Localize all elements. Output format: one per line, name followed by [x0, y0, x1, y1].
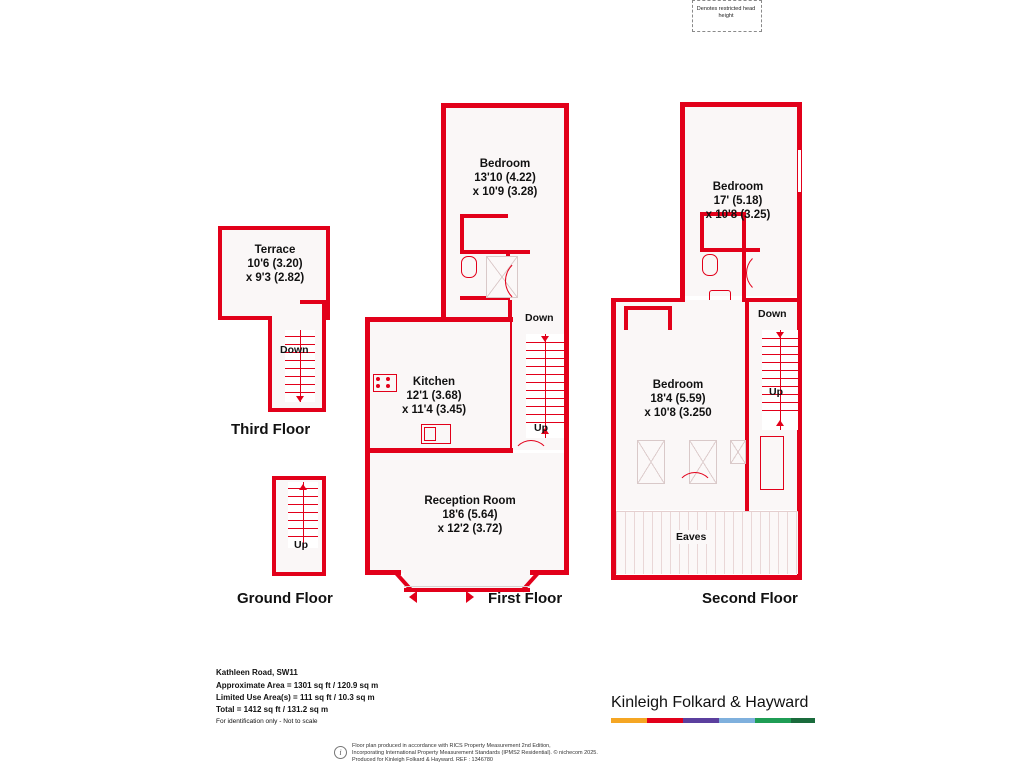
ff-kitchen-label	[371, 375, 497, 417]
sf-eaves-label: Eaves	[672, 530, 710, 544]
brand-color-2	[647, 718, 683, 723]
sf-bedroom-lower-dim2: x 10'8 (3.250	[644, 407, 712, 419]
ff-stair-wall-right	[564, 300, 569, 452]
ground-floor-up-arrow-icon	[299, 484, 307, 490]
approximate-area: Approximate Area = 1301 sq ft / 120.9 sq m	[216, 681, 379, 690]
third-floor-stair-wall-topright	[300, 300, 326, 304]
ff-kitchen-dim2: x 11'4 (3.45)	[401, 404, 467, 416]
ff-bedroom-label	[442, 157, 568, 199]
third-floor-stair-wall-right	[322, 300, 326, 412]
third-floor-stair-wall-bottom	[268, 408, 326, 412]
sf-bath-wall-vert	[742, 216, 746, 298]
terrace-label	[215, 243, 335, 285]
first-floor-title: First Floor	[488, 590, 563, 607]
ground-floor-wall-right	[322, 476, 326, 576]
third-floor-stair-wall-left	[268, 316, 272, 412]
second-floor-title: Second Floor	[702, 590, 798, 607]
info-icon: i	[334, 746, 347, 759]
disclaimer-line-3: Produced for Kinleigh Folkard & Hayward. REF : 1346780	[352, 757, 493, 763]
identification-note: For identification only - Not to scale	[216, 718, 318, 725]
ff-bedroom-wall-left	[441, 103, 446, 318]
sf-furniture-3	[730, 440, 746, 464]
sf-wall-top	[680, 102, 802, 107]
ff-reception-wall-left	[365, 453, 370, 575]
brand-color-6	[791, 718, 815, 723]
sf-door-arc-lower	[676, 472, 714, 510]
ground-floor-wall-left	[272, 476, 276, 576]
sf-bedroom-top-name: Bedroom	[712, 181, 764, 193]
sf-door-arc-upper	[746, 252, 788, 294]
sf-furniture-1	[637, 440, 665, 484]
ff-reception-dim1: 18'6 (5.64)	[442, 509, 498, 521]
sf-shower-icon	[760, 436, 784, 490]
sf-bedroom-top-dim1: 17' (5.18)	[713, 195, 763, 207]
brand-color-5	[755, 718, 791, 723]
sf-down-label: Down	[758, 308, 787, 320]
ff-bathroom-wall-mid	[460, 250, 530, 254]
ff-bedroom-dim2: x 10'9 (3.28)	[472, 186, 538, 198]
sf-bedroom-lower-label	[612, 378, 744, 420]
ff-up-label: Up	[534, 422, 548, 434]
brand-color-1	[611, 718, 647, 723]
ground-floor-wall-bottom	[272, 572, 326, 576]
ff-kitchen-name: Kitchen	[412, 376, 456, 388]
sf-up-arrow-icon	[776, 420, 784, 426]
ff-wc-icon	[461, 256, 477, 278]
sf-bedroom-lower-dim1: 18'4 (5.59)	[650, 393, 706, 405]
sf-wall-mid-horizontal-right	[742, 298, 802, 302]
ff-bedroom-wall-right	[564, 103, 569, 318]
property-address: Kathleen Road, SW11	[216, 668, 298, 677]
terrace-dim1: 10'6 (3.20)	[247, 258, 303, 270]
sf-window-bay-top	[624, 306, 672, 310]
terrace-dim2: x 9'3 (2.82)	[245, 272, 305, 284]
sf-bath-wall-mid	[700, 248, 760, 252]
sf-wall-mid-horizontal-left	[611, 298, 685, 302]
ff-down-arrow-icon	[541, 336, 549, 342]
ground-floor-wall-top	[272, 476, 326, 480]
disclaimer-line-2: Incorporating International Property Measurement Standards (IPMS2 Residential). © nichecom 2025.	[352, 750, 598, 756]
ff-sink-bowl	[424, 427, 436, 441]
sf-eaves-divider	[616, 511, 798, 512]
terrace-wall-bottom	[218, 316, 270, 320]
ff-bathroom-wall-top	[460, 214, 508, 218]
total-area: Total = 1412 sq ft / 131.2 sq m	[216, 705, 329, 714]
ff-down-label: Down	[525, 312, 554, 324]
sf-bedroom-top-dim2: x 10'8 (3.25)	[705, 209, 771, 221]
ff-kitchen-dim1: 12'1 (3.68)	[406, 390, 462, 402]
terrace-name: Terrace	[254, 244, 296, 256]
sf-bedroom-lower-name: Bedroom	[652, 379, 704, 391]
ff-reception-wall-right	[564, 452, 569, 575]
brand-name: Kinleigh Folkard & Hayward	[611, 694, 809, 711]
third-floor-title: Third Floor	[231, 421, 311, 438]
third-floor-down-arrow-icon	[296, 396, 304, 402]
sf-bedroom-top-label	[676, 180, 800, 222]
disclaimer-line-1: Floor plan produced in accordance with RICS Property Measurement 2nd Edition,	[352, 743, 551, 749]
ff-bay-arrow-right-icon	[466, 591, 474, 603]
third-floor-down-label: Down	[280, 344, 309, 356]
sf-up-label: Up	[769, 386, 783, 398]
ff-bathroom-wall-left	[460, 214, 464, 254]
ff-kitchen-wall-top	[365, 317, 513, 322]
brand-color-3	[683, 718, 719, 723]
ff-bay-arrow-left-icon	[409, 591, 417, 603]
legend-label: Denotes restricted head height	[696, 6, 756, 19]
ff-bedroom-dim1: 13'10 (4.22)	[474, 172, 536, 184]
sf-stair-wall-left	[745, 300, 749, 512]
ff-reception-dim2: x 12'2 (3.72)	[437, 523, 503, 535]
sf-wc-icon	[702, 254, 718, 276]
limited-use-area: Limited Use Area(s) = 111 sq ft / 10.3 sq m	[216, 693, 375, 702]
ff-bedroom-name: Bedroom	[479, 158, 531, 170]
sf-wall-bottom	[611, 575, 802, 580]
brand-color-4	[719, 718, 755, 723]
terrace-wall-top	[218, 226, 330, 230]
ground-floor-title: Ground Floor	[237, 590, 333, 607]
sf-down-arrow-icon	[776, 332, 784, 338]
ground-floor-up-label: Up	[294, 539, 308, 551]
ff-reception-label	[395, 494, 545, 536]
ff-bay-glazing	[404, 586, 530, 587]
ff-reception-name: Reception Room	[424, 495, 516, 507]
ff-door-arc-kitchen	[512, 440, 550, 478]
ff-door-arc-bedroom	[505, 258, 551, 304]
ff-bedroom-wall-top	[441, 103, 569, 108]
ff-kitchen-wall-left	[365, 317, 370, 453]
